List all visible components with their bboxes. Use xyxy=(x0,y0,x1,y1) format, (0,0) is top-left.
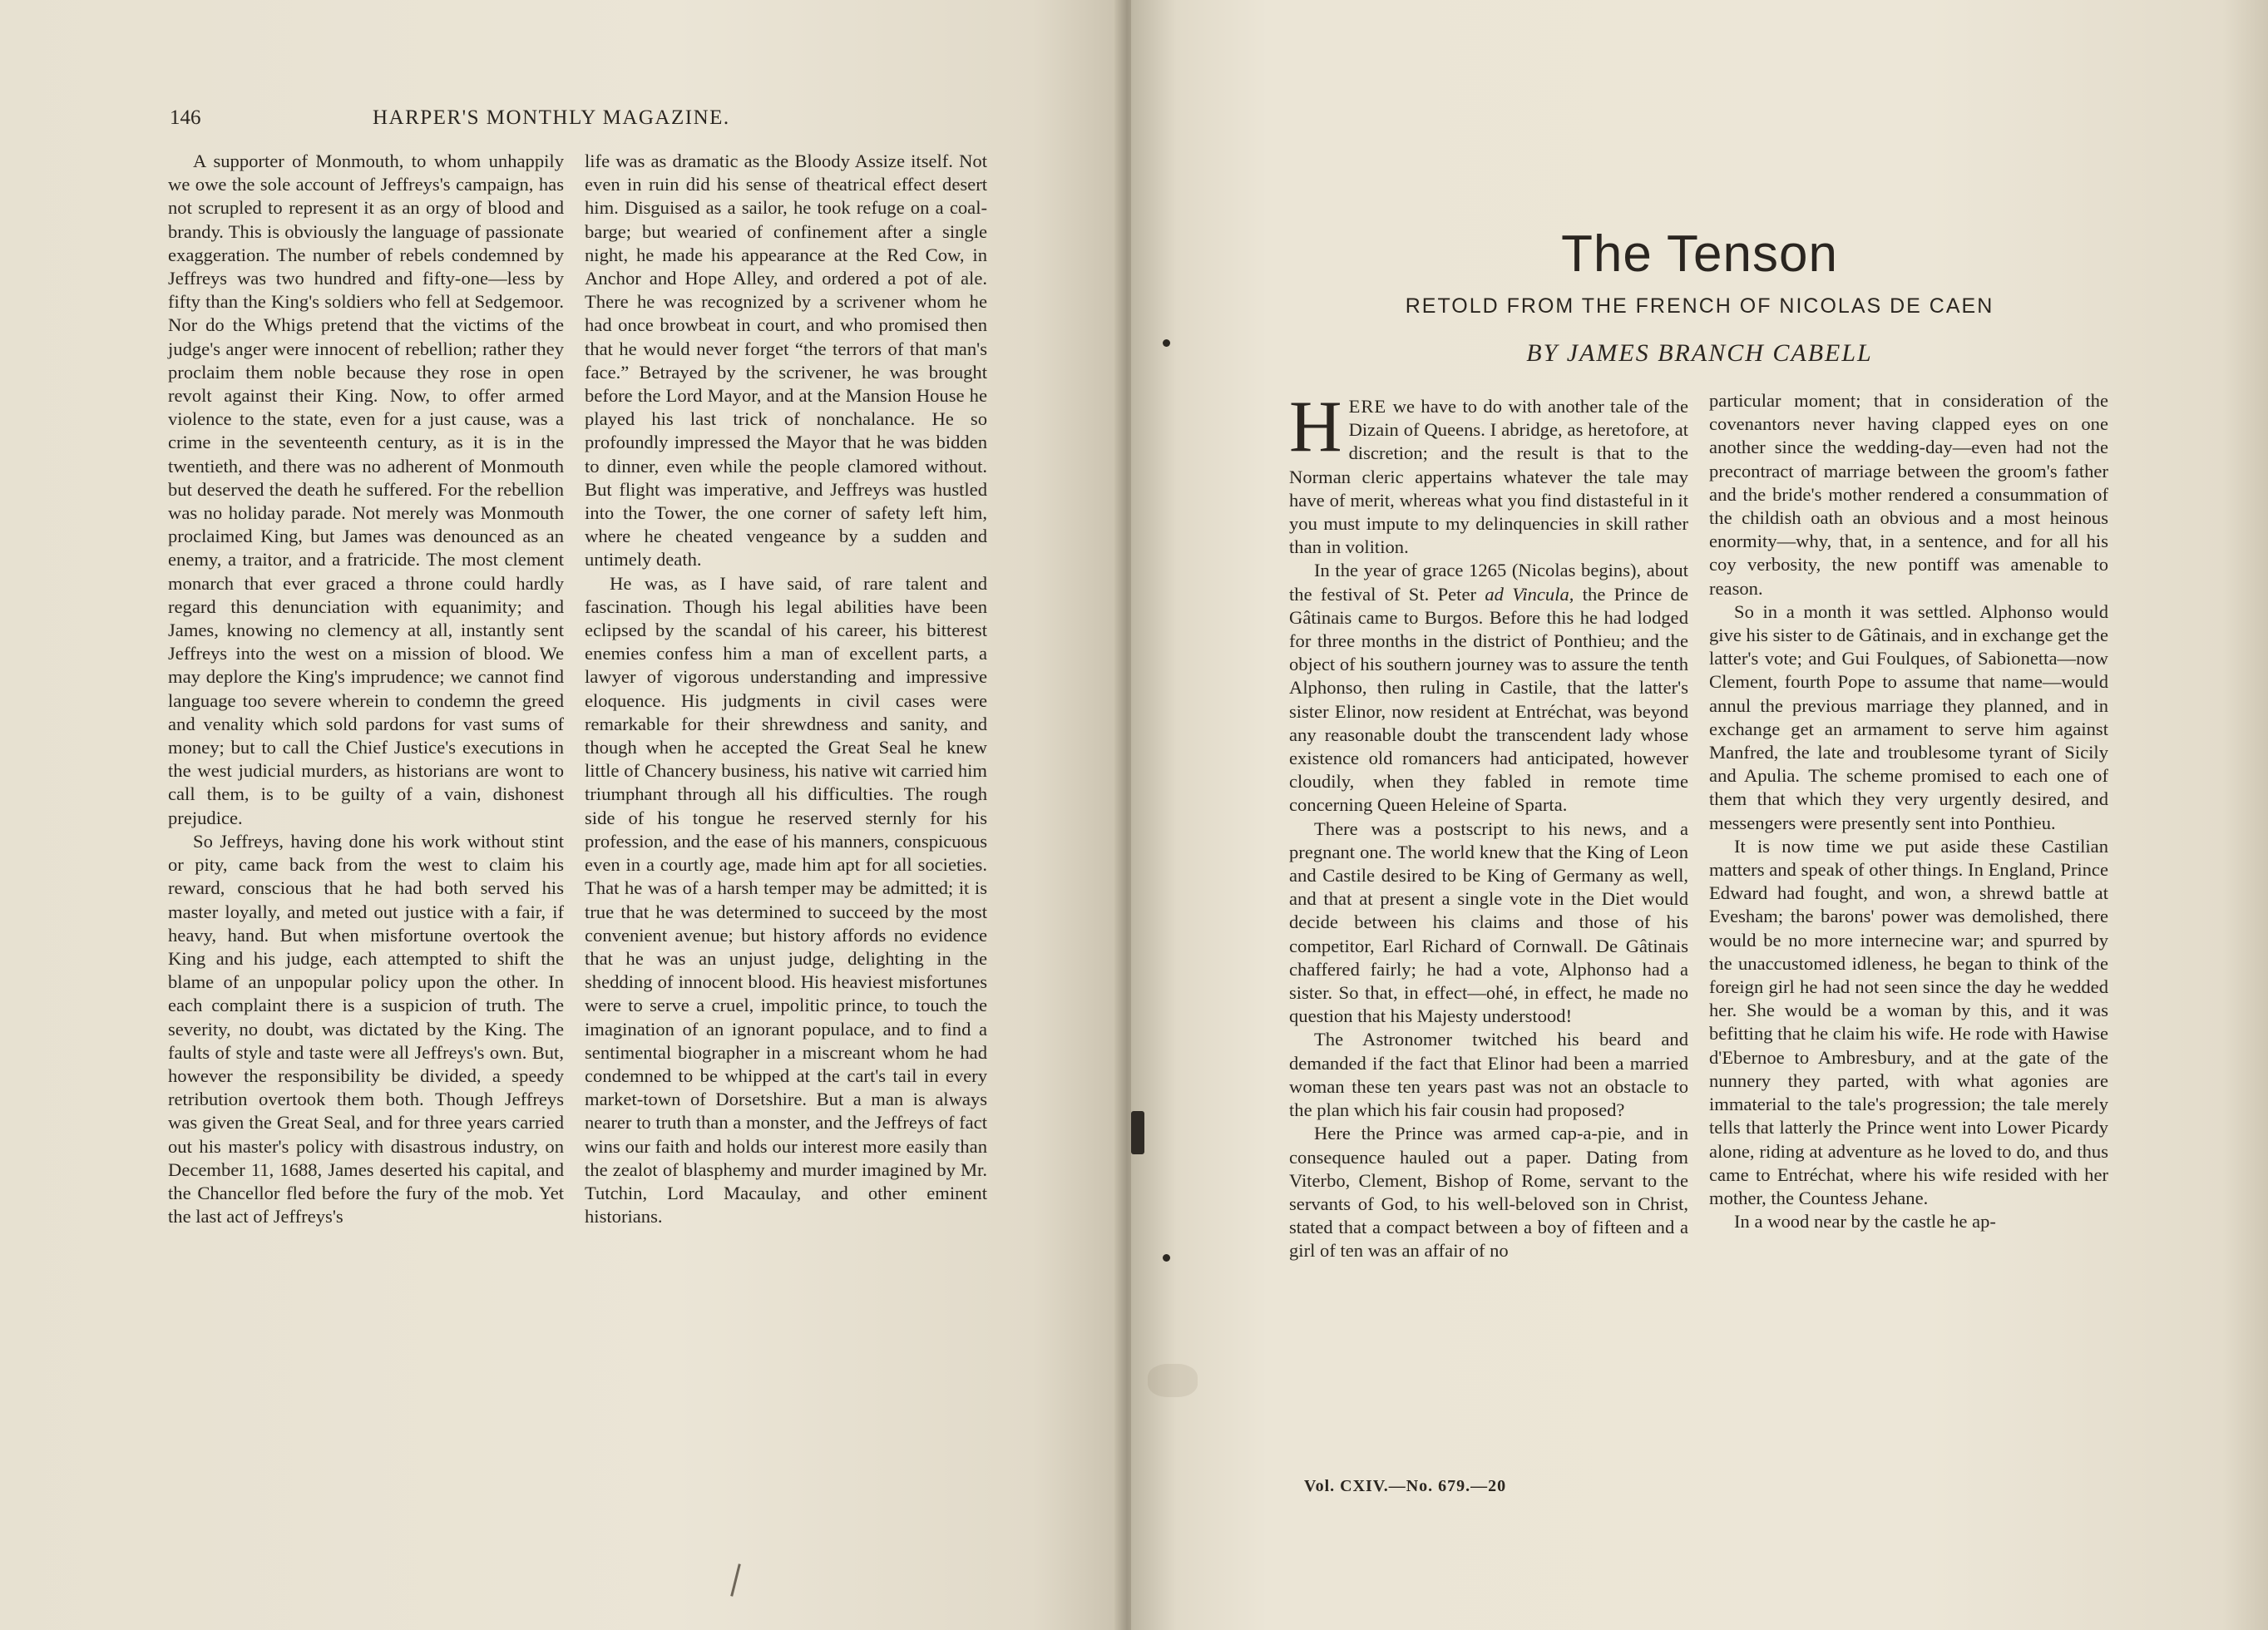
right-column-1 xyxy=(1289,387,1689,1263)
pen-mark xyxy=(730,1563,741,1597)
paragraph: Here the Prince was armed cap-a-pie, and in consequence hauled out a paper. Dating from Viterbo, Clement, Bishop of Rome, servant to the servants of God, to his well-beloved son in Christ, stated that a compact between a boy of fifteen and a girl of ten was an affair of no xyxy=(1289,1123,1688,1262)
byline: BY JAMES BRANCH CABELL xyxy=(1526,339,1873,367)
paragraph: In a wood near by the castle he ap- xyxy=(1734,1211,1996,1232)
paragraph: So Jeffreys, having done his work without stint or pity, came back from the west to claim his reward, conscious that he had both served his master loyally, and meted out justice with a fair, if heavy, hand. But when misfortune overtook the King and his judge, each attempted to shift the blame of an unpopular policy upon the other. In each complaint there is a suspicion of truth. The severity, no doubt, was dictated by the King. The faults of style and taste were all Jeffreys's own. But, however the responsibility be divided, a speedy retribution overtook them both. Though Jeffreys was given the Great Seal, and for three years carried out his master's policy with disastrous industry, on December 11, 1688, James deserted his capital, and the Chancellor fled before the fury of the mob. Yet the last act of Jeffreys's xyxy=(168,830,564,1227)
italic-phrase: ad Vincula, xyxy=(1485,583,1574,605)
article-subtitle: RETOLD FROM THE FRENCH OF NICOLAS DE CAEN xyxy=(1405,294,1994,318)
opening-words: ERE xyxy=(1348,396,1387,417)
left-column-1 xyxy=(168,150,564,1228)
margin-dot xyxy=(1163,1254,1170,1262)
paragraph: There was a postscript to his news, and a pregnant one. The world knew that the King of Leon and Castile desired to be King of Germany as well, and that at present a single vote in the Diet would decide between his claims and those of his competitor, Earl Richard of Cornwall. De Gâtinais chaffered fairly; he had a vote, Alphonso had a sister. So that, in effect—ohé, in effect, he made no question that his Majesty understood! xyxy=(1289,817,1688,1027)
running-head: HARPER'S MONTHLY MAGAZINE. xyxy=(373,106,730,129)
paragraph: So in a month it was settled. Alphonso would give his sister to de Gâtinais, and in exchange get the latter's vote; and Gui Foulques, of Sabionetta—now Clement, fourth Pope to assume that name—would annul the previous marriage they planned, and in exchange get an armament to serve him against Manfred, the late and troublesome tyrant of Sicily and Apulia. The scheme promised to each one of them that which they very urgently desired, and messengers were presently sent into Ponthieu. xyxy=(1709,600,2108,833)
paragraph-text: the Prince de Gâtinais came to Burgos. Before this he had lodged for three months in the district of Ponthieu; and the object of his southern journey was to assure the tenth Alphonso, then ruling in Castile, that the latter's sister Elinor, now resident at Entréchat, was beyond any reasonable doubt the transcendent lady whose existence old romancers had anticipated, however cloudily, when they fabled in remote time concerning Queen Heleine of Sparta. xyxy=(1289,583,1689,816)
page-number: 146 xyxy=(170,106,201,129)
paper-stain xyxy=(1148,1364,1198,1397)
footer-signature: Vol. CXIV.—No. 679.—20 xyxy=(1304,1477,1507,1495)
paragraph-text: In the year of grace 1265 (Nicolas begins), about the festival of St. Peter xyxy=(1289,560,1688,605)
paragraph: He was, as I have said, of rare talent and fascination. Though his legal abilities have been eclipsed by the scandal of his career, his bitterest enemies confess him a man of excellent parts, a lawyer of vigorous understanding and impressive eloquence. His judgments in civil cases were remarkable for their shrewdness and sanity, and though when he accepted the Great Seal he knew little of Chancery business, his native wit carried him triumphant through all his difficulties. The rough side of his tongue he reserved sternly for his profession, and the ease of his manners, conspicuous even in a courtly age, made him apt for all societies. That he was of a harsh temper may be admitted; it is true that he was determined to succeed by the most convenient avenue; but history affords no evidence that he was an unjust judge, delighting in the shedding of innocent blood. His heaviest misfortunes were to serve a cruel, impolitic prince, to touch the imagination of an ignorant populace, and to find a sentimental biographer in a miscreant whom he had condemned to be whipped at the cart's tail in every market-town of Dorsetshire. But a man is always nearer to truth than a monster, and the Jeffreys of fact wins our faith and holds our interest more easily than the zealot of blasphemy and murder imagined by Mr. Tutchin, Lord Macaulay, and other eminent historians. xyxy=(585,572,987,1227)
left-page xyxy=(0,0,1123,1630)
right-column-2 xyxy=(1709,389,2108,1233)
drop-cap: H xyxy=(1289,387,1342,467)
paragraph: The Astronomer twitched his beard and demanded if the fact that Elinor had been a married woman these ten years past was not an obstacle to the plan which his fair cousin had proposed? xyxy=(1289,1029,1688,1121)
left-column-2 xyxy=(585,150,987,1228)
binding-clip xyxy=(1131,1111,1144,1154)
opening-text: we have to do with another tale of the Dizain of Queens. I abridge, as heretofore, at discretion; and the result is that to the Norman cleric appertains whatever the tale may have of merit, whereas what you find distasteful in it you must impute to my delinquencies in skill rather than in volition. xyxy=(1289,396,1688,558)
paragraph: life was as dramatic as the Bloody Assize itself. Not even in ruin did his sense of theatrical effect desert him. Disguised as a sailor, he took refuge on a coal-barge; but wearied of confinement after a single night, he made his appearance at the Red Cow, in Anchor and Hope Alley, and ordered a pot of ale. There he was recognized by a scrivener whom he had once browbeat in court, and who promised then that he would never forget “the terrors of that man's face.” Betrayed by the scrivener, he was brought before the Lord Mayor, and at the Mansion House he played his last trick of nonchalance. He so profoundly impressed the Mayor that he was bidden to dinner, even while the people clamored without. But flight was imperative, and Jeffreys was hustled into the Tower, the one corner of safety left him, where he cheated vengeance by a sudden and untimely death. xyxy=(585,151,987,570)
paragraph: particular moment; that in consideration of the covenantors never having clapped eyes on one another since the wedding-day—even had not the precontract of marriage between the groom's father and the bride's mother rendered a consummation of the childish oath an obvious and a most heinous enormity—why, that, in a sentence, and for all his coy verbosity, the new pontiff was amenable to reason. xyxy=(1709,390,2108,599)
opening-paragraph xyxy=(1289,387,1688,559)
paragraph: A supporter of Monmouth, to whom unhappily we owe the sole account of Jeffreys's campaign, has not scrupled to represent it as an orgy of blood and brandy. This is obviously the language of passionate exaggeration. The number of rebels condemned by Jeffreys was two hundred and fifty-one—less by fifty than the King's soldiers who fell at Sedgemoor. Nor do the Whigs pretend that the victims of the judge's anger were innocent of rebellion; rather they proclaim them noble because they rose in open revolt against their King. Now, to offer armed violence to the state, even for a just cause, was a crime in the seventeenth century, as it is in the twentieth, and there was no adherent of Monmouth but deserved the death he suffered. For the rebellion was no holiday parade. Not merely was Monmouth proclaimed King, but James was denounced as an enemy, a traitor, and a fratricide. The most clement monarch that ever graced a throne could hardly regard this denunciation with equanimity; and James, knowing no clemency at all, instantly sent Jeffreys into the west on a mission of blood. We may deplore the King's imprudence; we cannot find language too severe wherein to condemn the greed and venality which sold pardons for vast sums of money; but to call the Chief Justice's executions in the west judicial murders, as historians are wont to call them, is to be guilty of a vain, dishonest prejudice. xyxy=(168,151,564,828)
paragraph: It is now time we put aside these Castilian matters and speak of other things. In England, Prince Edward had fought, and won, a shrewd battle at Evesham; the barons' power was demolished, there would be no more internecine war; and spurred by the unaccustomed idleness, he began to think of the foreign girl he had not seen since the day he wedded her. She would be a woman by this, and it was befitting that he claim his wife. He rode with Hawise d'Ebernoe to Ambresbury, and at the gate of the nunnery they parted, with what agonies are immaterial to the tale's progression; the tale merely tells that latterly the Prince went into Lower Picardy alone, riding at adventure as he loved to do, and thus came to Entréchat, where his wife resided with her mother, the Countess Jehane. xyxy=(1709,835,2108,1208)
article-title: The Tenson xyxy=(1561,225,1838,283)
paragraph xyxy=(1289,559,1688,817)
